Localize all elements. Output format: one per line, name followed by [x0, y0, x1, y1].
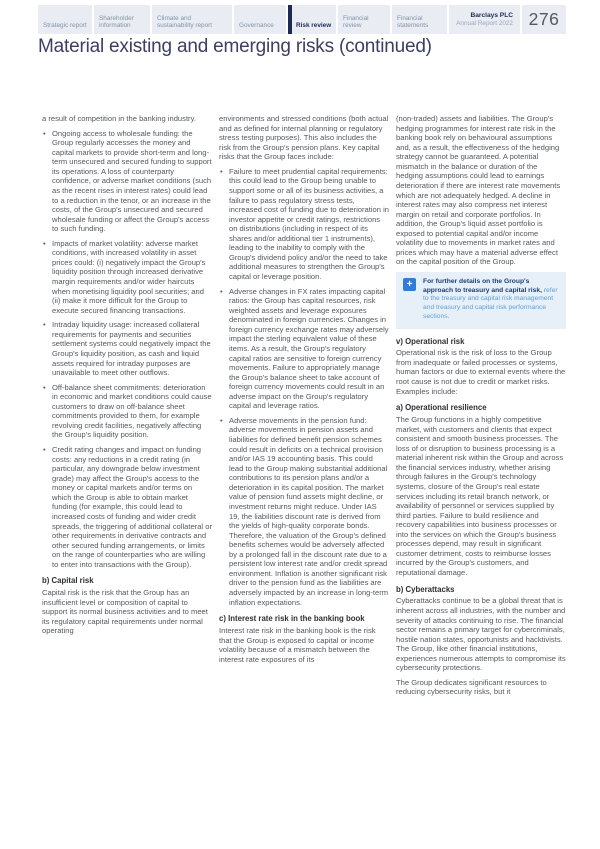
paragraph: a result of competition in the banking industry.	[42, 114, 196, 123]
bullet-item: • Impacts of market volatility: adverse market conditions, with increased volatility in asset prices could: (i) negatively impact the Group's liquidity position through increased derivative margin requirements and/or wider haircuts when monetising liquidity pool securities; and (ii) make it more difficult for the Group to execute secured financing transactions.	[42, 239, 212, 316]
tab-shareholder-information[interactable]	[94, 5, 150, 34]
body-columns	[42, 114, 566, 702]
tab-climate-sustainability-report[interactable]	[152, 5, 232, 34]
section-heading-operational-resilience: a) Operational resilience	[396, 403, 487, 413]
section-heading-capital-risk: b) Capital risk	[42, 576, 94, 586]
section-heading-operational-risk: v) Operational risk	[396, 336, 465, 346]
bullet-list	[42, 129, 212, 570]
bullet-item: • Ongoing access to wholesale funding: the Group regularly accesses the money and capital markets to provide short-term and long-term unsecured and secured funding to support its operations. A loss of counterparty confidence, or adverse market conditions (such as the recent rises in interest rates) could lead to a reduction in the tenor, or an increase in the costs, of the Group's unsecured and secured wholesale funding or affect the Group's access to such funding.	[42, 129, 212, 234]
tab-strategic-report[interactable]	[38, 5, 92, 34]
callout-text	[423, 278, 559, 322]
paragraph: (non-traded) assets and liabilities. The Group's hedging programmes for interest rate risk in the banking book rely on behavioural assumptions and, as a result, the effectiveness of the hedging strategy cannot be guaranteed. A potential mismatch in the balance or duration of the hedging assumptions could lead to earnings deterioration if there are interest rate movements which are not adequately hedged. A decline in interest rates may also compress net interest margin on retail and corporate portfolios. In addition, the Group's liquid asset portfolio is exposed to potential capital and/or income volatility due to movements in market rates and prices which may have a material adverse effect on the capital position of the Group.	[396, 114, 561, 267]
tab-label: Governance	[239, 22, 274, 30]
bullet-list	[219, 167, 389, 607]
paragraph: Cyberattacks continue to be a global threat that is inherent across all industries, with the number and severity of attacks continuing to rise. The financial sector remains a primary target for cybercriminals, hostile nation states, opportunists and hacktivists. The Group, like other financial institutions, experiences numerous attempts to compromise its cybersecurity protections.	[396, 596, 566, 673]
paragraph: Interest rate risk in the banking book is the risk that the Group is exposed to capital or income volatility because of a mismatch between the interest rate exposures of its	[219, 625, 376, 664]
tab-financial-review[interactable]	[338, 5, 390, 34]
page-title: Material existing and emerging risks (continued)	[38, 36, 432, 57]
column-1	[42, 114, 212, 702]
section-heading-interest-rate-risk: c) Interest rate risk in the banking book	[219, 614, 365, 624]
bullet-item: • Credit rating changes and impact on funding costs: any reductions in a credit rating (in particular, any downgrade below investment grade) may affect the Group's access to the money or capital markets and/or terms on which the Group is able to obtain market funding (for example, this could lead to increased costs of funding and wider credit spreads, the triggering of additional collateral or other requirements in derivative contracts and other secured funding arrangements, or limits on the range of counterparties who are willing to enter into transactions with the Group).	[42, 445, 212, 569]
paragraph: The Group functions in a highly competitive market, with customers and clients that expect consistent and smooth business processes. The loss of or disruption to business processing is a material inherent risk within the Group and across the financial services industry, whether arising through failures in the Group's technology systems, closure of the Group's real estate services including its retail branch network, or availability of personnel or services supplied by third parties. Failure to build resilience and recovery capabilities into business processes or into the services on which the Group's business processes depend, may result in significant customer detriment, costs to reimburse losses incurred by the Group's customers, and reputational damage.	[396, 415, 564, 578]
tab-label: Strategic report	[43, 22, 87, 30]
plus-icon: +	[403, 278, 416, 291]
tab-label: Financial review	[343, 14, 369, 30]
paragraph: Capital risk is the risk that the Group has an insufficient level or composition of capital to support its normal business activities and to meet its regulatory capital requirements under normal operating	[42, 588, 208, 636]
page-number: 276	[522, 5, 566, 34]
callout-reference-text: refer to the treasury and capital risk management and treasury and capital risk performance sections.	[423, 286, 558, 320]
brand	[449, 5, 520, 34]
bullet-item: • Off-balance sheet commitments: deterioration in economic and market conditions could cause customers to draw on off-balance sheet commitments provided to them, for example revolving credit facilities, negatively affecting the Group's liquidity position.	[42, 383, 212, 440]
tab-label: Risk review	[296, 22, 332, 30]
callout-bold-text: For further details on the Group's approach to treasury and capital risk,	[423, 278, 542, 294]
paragraph: Operational risk is the risk of loss to the Group from inadequate or failed processes or systems, human factors or due to external events where the root cause is not due to credit or market risks. Examples include:	[396, 348, 566, 396]
paragraph: environments and stressed conditions (both actual and as defined for internal planning or regulatory stress testing purposes). This also includes the risk from the Group's pension plans. Key capital risks that the Group faces include:	[219, 114, 389, 162]
bullet-item: • Failure to meet prudential capital requirements: this could lead to the Group being unable to support some or all of its business activities, a failure to pass regulatory stress tests, increased cost of funding due to deterioration in investor appetite or credit ratings, restrictions on distributions (including in respect of its shares and/or additional tier 1 instruments), leading to the inability to comply with the Group's dividend policy and/or the need to take additional measures to strengthen the Group's capital or leverage position.	[219, 167, 389, 282]
tab-label: Shareholder information	[99, 14, 134, 30]
callout-treasury-capital-risk	[396, 272, 566, 329]
brand-subtitle: Annual Report 2022	[456, 20, 513, 27]
tab-label: Financial statements	[397, 14, 429, 30]
tab-financial-statements[interactable]	[392, 5, 447, 34]
bullet-item: • Adverse changes in FX rates impacting capital ratios: the Group has capital resources, risk weighted assets and leverage exposures denominated in foreign currencies. Changes in foreign currency exchange rates may adversely impact the sterling equivalent value of these items. As a result, the Group's regulatory capital ratios are sensitive to foreign currency movements. Failure to appropriately manage the Group's balance sheet to take account of foreign currency movements could result in an adverse impact on the Group's regulatory capital and leverage ratios.	[219, 287, 389, 411]
tab-label: Climate and sustainability report	[157, 14, 213, 30]
tab-risk-review[interactable]	[288, 5, 336, 34]
column-2	[219, 114, 389, 702]
bullet-item: • Adverse movements in the pension fund: adverse movements in pension assets and liabilities for defined benefit pension schemes could result in deficits on a technical provision and/or IAS 19 accounting basis. This could lead to the Group making substantial additional contributions to its pension plans and/or a deterioration in its capital position. The market value of pension fund assets might decline, or investment returns might reduce. Under IAS 19, the liabilities discount rate is derived from the yields of high-quality corporate bonds. Therefore, the valuation of the Group's defined benefits schemes would be adversely affected by a prolonged fall in the discount rate due to a persistent low interest rate and/or credit spread environment. Inflation is another significant risk driver to the pension fund as the liabilities are adversely impacted by an increase in long-term inflation expectations.	[219, 416, 389, 607]
column-3	[396, 114, 566, 702]
tab-governance[interactable]	[234, 5, 286, 34]
paragraph: The Group dedicates significant resources to reducing cybersecurity risks, but it	[396, 677, 547, 697]
section-heading-cyberattacks: b) Cyberattacks	[396, 584, 455, 594]
report-nav-band	[38, 5, 566, 34]
bullet-item: • Intraday liquidity usage: increased collateral requirements for payments and securities settlement systems could negatively impact the Group's liquidity position, as cash and liquid assets required for intraday purposes are unavailable to meet other outflows.	[42, 320, 212, 377]
brand-name: Barclays PLC	[470, 12, 513, 19]
